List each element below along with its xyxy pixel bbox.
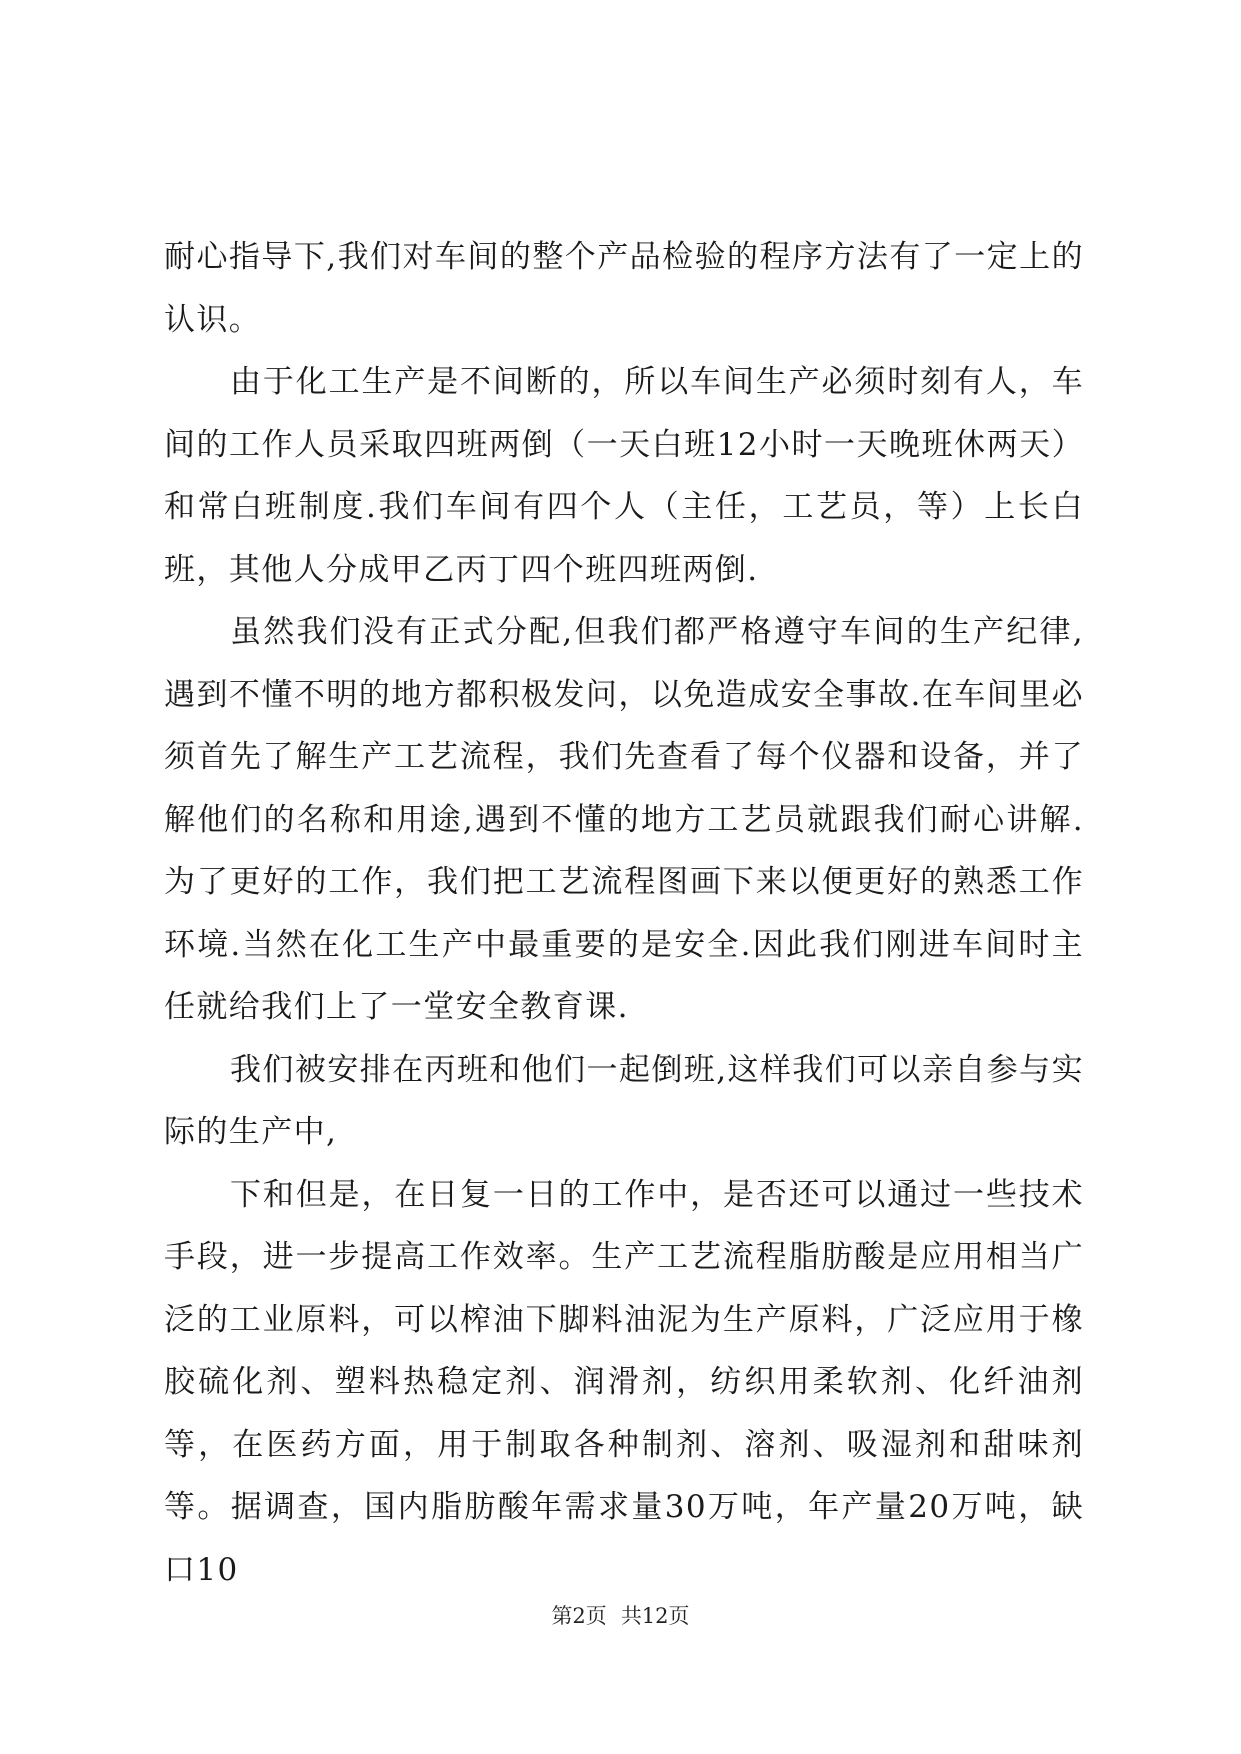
paragraph-2: 由于化工生产是不间断的，所以车间生产必须时刻有人，车间的工作人员采取四班两倒（一天白班12小时一天晚班休两天）和常白班制度.我们车间有四个人（主任，工艺员，等）上长白班，其他人分成甲乙丙丁四个班四班两倒. [164, 364, 1084, 588]
paragraph-3: 虽然我们没有正式分配,但我们都严格遵守车间的生产纪律,遇到不懂不明的地方都积极发问，以免造成安全事故.在车间里必须首先了解生产工艺流程，我们先查看了每个仪器和设备，并了解他们的名称和用途,遇到不懂的地方工艺员就跟我们耐心讲解.为了更好的工作，我们把工艺流程图画下来以便更好的熟悉工作环境.当然在化工生产中最重要的是安全.因此我们刚进车间时主任就给我们上了一堂安全教育课. [164, 614, 1084, 1025]
paragraph-1: 耐心指导下,我们对车间的整个产品检验的程序方法有了一定上的认识。 [164, 239, 1084, 338]
page-number-current: 第2页 [551, 1604, 607, 1628]
page-number-total: 共12页 [620, 1604, 690, 1628]
paragraph-4: 我们被安排在丙班和他们一起倒班,这样我们可以亲自参与实际的生产中, [164, 1051, 1084, 1150]
paragraph-5: 下和但是，在日复一日的工作中，是否还可以通过一些技术手段，进一步提高工作效率。生产工艺流程脂肪酸是应用相当广泛的工业原料，可以榨油下脚料油泥为生产原料，广泛应用于橡胶硫化剂、塑料热稳定剂、润滑剂，纺织用柔软剂、化纤油剂等，在医药方面，用于制取各种制剂、溶剂、吸湿剂和甜味剂等。据调查，国内脂肪酸年需求量30万吨，年产量20万吨，缺口10 [164, 1176, 1084, 1588]
page-footer [0, 1601, 1241, 1631]
document-body [164, 226, 1084, 1601]
